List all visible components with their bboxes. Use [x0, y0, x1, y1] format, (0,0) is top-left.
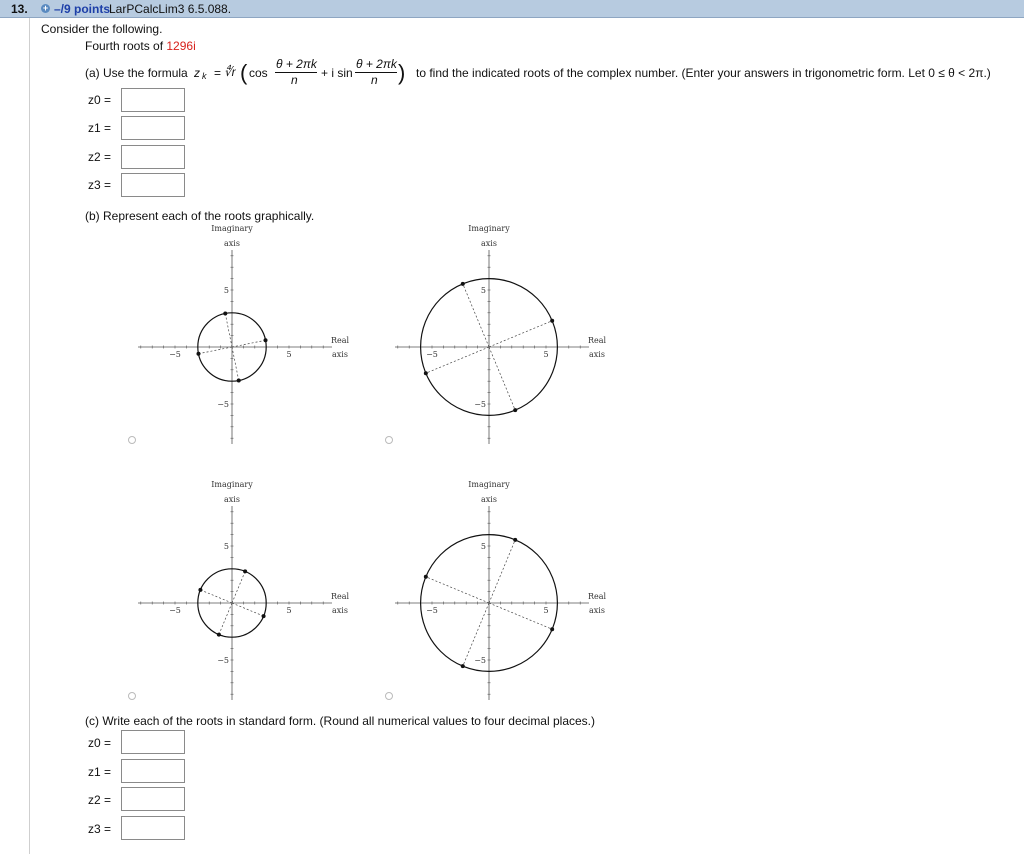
root-radius-line	[426, 577, 489, 603]
root-radius-line	[232, 571, 245, 603]
part-a-z0-input[interactable]	[121, 88, 185, 112]
imaginary-axis-label: axis	[481, 495, 497, 504]
real-axis-label: axis	[589, 350, 605, 359]
part-c-z2-input[interactable]	[121, 787, 185, 811]
part-a-z2-label: z2 =	[88, 150, 112, 164]
left-divider	[29, 18, 30, 854]
root-point	[550, 319, 554, 323]
imaginary-axis-label: axis	[224, 239, 240, 248]
question-number: 13.	[11, 2, 28, 16]
root-point	[198, 588, 202, 592]
root-point	[237, 379, 241, 383]
part-a-z1-input[interactable]	[121, 116, 185, 140]
tick-label: 5	[543, 606, 549, 615]
imaginary-axis-label: Imaginary	[211, 224, 253, 233]
tick-label: 5	[543, 350, 549, 359]
part-a-z3-input[interactable]	[121, 173, 185, 197]
real-axis-label: Real	[587, 592, 607, 601]
root-point	[513, 408, 517, 412]
root-radius-line	[198, 347, 232, 354]
imaginary-axis-label: Imaginary	[468, 480, 510, 489]
root-point	[223, 311, 227, 315]
tick-label: 5	[286, 606, 292, 615]
root-point	[196, 352, 200, 356]
part-a-lead: (a) Use the formula	[85, 66, 188, 80]
tick-label: −5	[217, 656, 229, 665]
root-formula: z k = ∜r ( cos θ + 2πk n + i sin θ + 2πk n )	[194, 57, 406, 87]
part-c-z1-input[interactable]	[121, 759, 185, 783]
root-point	[243, 569, 247, 573]
real-axis-label: Real	[330, 592, 350, 601]
real-axis-label: Real	[587, 336, 607, 345]
tick-label: 5	[223, 542, 229, 551]
tick-label: −5	[426, 606, 438, 615]
problem-value: 1296i	[166, 39, 196, 53]
real-axis-label: Real	[330, 336, 350, 345]
tick-label: −5	[426, 350, 438, 359]
tick-label: 5	[480, 286, 486, 295]
question-source: LarPCalcLim3 6.5.088.	[109, 2, 232, 16]
root-radius-line	[489, 347, 515, 410]
tick-label: 5	[286, 350, 292, 359]
intro-text: Consider the following.	[41, 22, 163, 36]
graph-option-2	[392, 222, 612, 447]
part-c-z1-label: z1 =	[88, 765, 112, 779]
imaginary-axis-label: Imaginary	[468, 224, 510, 233]
real-axis-label: axis	[589, 606, 605, 615]
root-point	[461, 664, 465, 668]
root-point	[461, 282, 465, 286]
part-c-z2-label: z2 =	[88, 793, 112, 807]
root-point	[513, 538, 517, 542]
problem-statement: Fourth roots of 1296i	[85, 39, 196, 53]
part-c-z3-input[interactable]	[121, 816, 185, 840]
part-c-z3-label: z3 =	[88, 822, 112, 836]
root-radius-line	[219, 603, 232, 635]
tick-label: −5	[169, 606, 181, 615]
root-point	[424, 371, 428, 375]
imaginary-axis-label: axis	[481, 239, 497, 248]
graph-option-3	[135, 478, 355, 703]
graph-option-1	[135, 222, 355, 447]
root-radius-line	[489, 321, 552, 347]
real-axis-label: axis	[332, 350, 348, 359]
part-c-prompt: (c) Write each of the roots in standard form. (Round all numerical values to four decimal places.)	[85, 714, 595, 728]
part-c-z0-input[interactable]	[121, 730, 185, 754]
tick-label: 5	[223, 286, 229, 295]
part-c-z0-label: z0 =	[88, 736, 112, 750]
root-radius-line	[225, 313, 232, 347]
part-a-z0-label: z0 =	[88, 93, 112, 107]
graph-option-4	[392, 478, 612, 703]
part-a-tail: to find the indicated roots of the complex number. (Enter your answers in trigonometric form. Let 0 ≤ θ < 2π.)	[416, 66, 991, 80]
points-link[interactable]: –/9 points	[54, 2, 111, 16]
expand-plus-icon[interactable]: +	[42, 3, 49, 13]
root-radius-line	[232, 340, 266, 347]
imaginary-axis-label: axis	[224, 495, 240, 504]
root-point	[424, 575, 428, 579]
root-radius-line	[232, 347, 239, 381]
tick-label: −5	[217, 400, 229, 409]
tick-label: 5	[480, 542, 486, 551]
root-point	[550, 627, 554, 631]
part-a-z2-input[interactable]	[121, 145, 185, 169]
tick-label: −5	[474, 656, 486, 665]
part-a-z3-label: z3 =	[88, 178, 112, 192]
real-axis-label: axis	[332, 606, 348, 615]
root-point	[217, 633, 221, 637]
root-point	[264, 338, 268, 342]
imaginary-axis-label: Imaginary	[211, 480, 253, 489]
part-a-z1-label: z1 =	[88, 121, 112, 135]
tick-label: −5	[169, 350, 181, 359]
root-radius-line	[489, 540, 515, 603]
root-point	[262, 614, 266, 618]
root-radius-line	[232, 603, 264, 616]
root-radius-line	[200, 590, 232, 603]
part-b-prompt: (b) Represent each of the roots graphically.	[85, 209, 315, 223]
tick-label: −5	[474, 400, 486, 409]
